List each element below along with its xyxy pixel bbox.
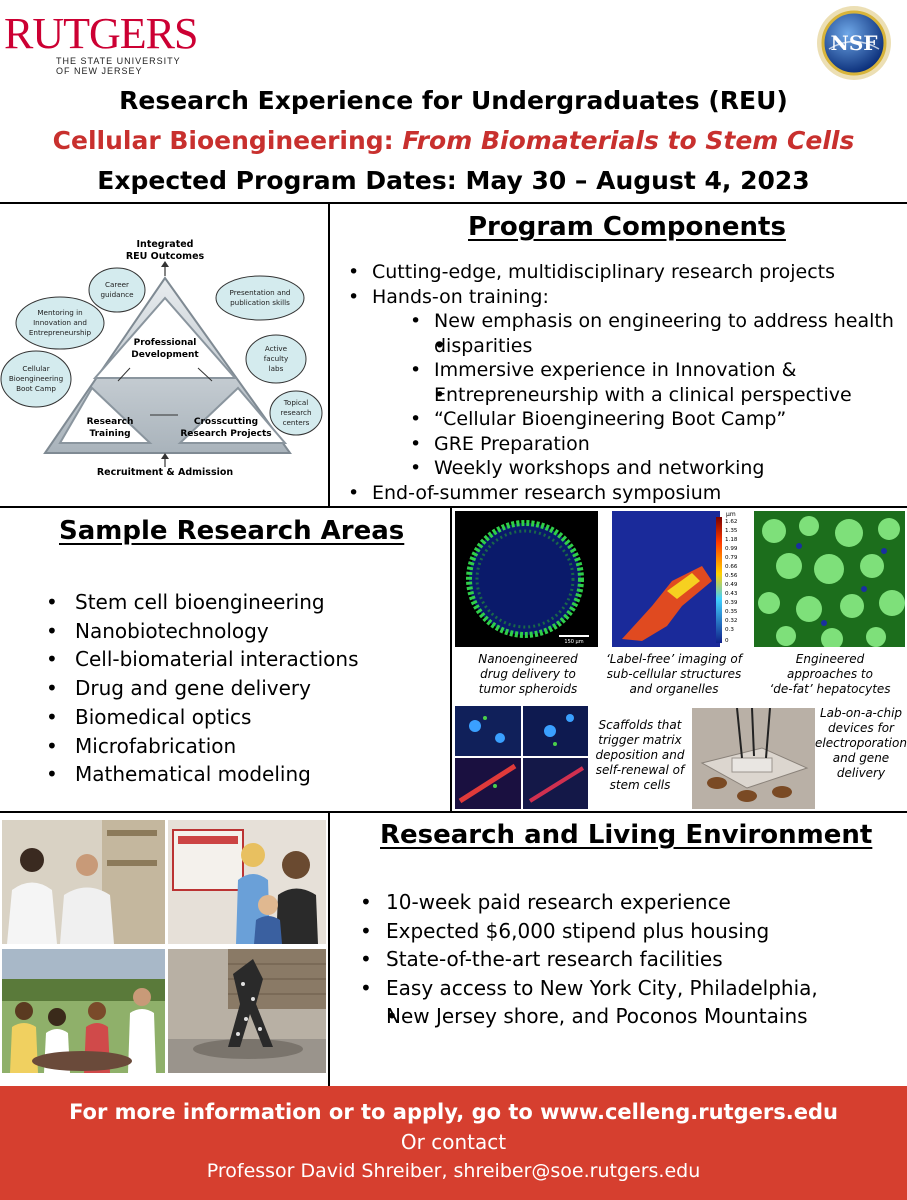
list-item: • New emphasis on engineering to address health bbox=[342, 309, 902, 334]
page-title: Research Experience for Undergraduates (REU) bbox=[119, 86, 788, 115]
poster-presentation-photo bbox=[168, 820, 326, 944]
subtitle-plain: Cellular Bioengineering: bbox=[52, 126, 403, 155]
bubble-faculty-2: faculty bbox=[263, 354, 289, 363]
divider-v1 bbox=[328, 202, 330, 507]
nsf-logo bbox=[815, 4, 893, 82]
campus-sculpture-photo bbox=[168, 949, 326, 1073]
tumor-spheroid-image bbox=[455, 511, 598, 647]
bubble-mentor-2: Innovation and bbox=[33, 318, 87, 327]
reu-outcomes-diagram bbox=[0, 203, 328, 505]
list-item: • Stem cell bioengineering bbox=[40, 588, 440, 617]
program-components-title: Program Components bbox=[468, 212, 786, 242]
svg-text:1.18: 1.18 bbox=[725, 537, 738, 543]
subtitle-italic: From Biomaterials to Stem Cells bbox=[402, 126, 855, 155]
contact-footer bbox=[0, 1086, 907, 1200]
divider-mid2 bbox=[0, 811, 907, 813]
list-item: • Nanobiotechnology bbox=[40, 617, 440, 646]
scaffold-image bbox=[455, 706, 588, 809]
diagram-top-1: Integrated bbox=[136, 239, 194, 250]
svg-text:0.56: 0.56 bbox=[725, 573, 738, 579]
caption-hepatocytes: Engineered approaches to ‘de-fat’ hepatocytes bbox=[769, 652, 891, 696]
diagram-left-2: Training bbox=[89, 429, 131, 439]
svg-text:0.32: 0.32 bbox=[725, 618, 738, 624]
svg-text:1.35: 1.35 bbox=[725, 528, 738, 534]
rutgers-logo-word: RUTGERS bbox=[4, 9, 198, 58]
list-item: • State-of-the-art research facilities bbox=[354, 945, 904, 974]
bubble-mentor-1: Mentoring in bbox=[37, 308, 83, 317]
nsf-logo-text: NSF bbox=[830, 31, 878, 55]
program-components-list bbox=[342, 260, 902, 505]
list-item-cont: • disparities bbox=[342, 334, 902, 359]
diagram-right-2: Research Projects bbox=[180, 429, 272, 439]
bubble-career-1: Career bbox=[104, 280, 130, 289]
bubble-centers-2: research bbox=[280, 408, 312, 417]
list-item: • End-of-summer research symposium bbox=[342, 481, 902, 506]
list-item: • Mathematical modeling bbox=[40, 760, 440, 789]
svg-text:0: 0 bbox=[725, 638, 729, 644]
list-item: • Biomedical optics bbox=[40, 703, 440, 732]
list-item: • Microfabrication bbox=[40, 732, 440, 761]
svg-text:0.43: 0.43 bbox=[725, 591, 738, 597]
list-item: • GRE Preparation bbox=[342, 432, 902, 457]
colorbar-unit: µm bbox=[726, 511, 736, 518]
bubble-career-2: guidance bbox=[100, 290, 134, 299]
diagram-right-1: Crosscutting bbox=[193, 417, 259, 427]
lab-on-chip-image bbox=[692, 708, 815, 809]
svg-text:0.49: 0.49 bbox=[725, 582, 738, 588]
environment-title: Research and Living Environment bbox=[380, 820, 873, 850]
list-item: • Cutting-edge, multidisciplinary research projects bbox=[342, 260, 902, 285]
list-item: • “Cellular Bioengineering Boot Camp” bbox=[342, 407, 902, 432]
list-item: • 10-week paid research experience bbox=[354, 888, 904, 917]
svg-text:0.99: 0.99 bbox=[725, 546, 738, 552]
rutgers-logo-sub-1: THE STATE UNIVERSITY bbox=[56, 56, 181, 66]
diagram-bottom: Recruitment & Admission bbox=[96, 467, 234, 478]
list-item: • Weekly workshops and networking bbox=[342, 456, 902, 481]
caption-spheroids: Nanoengineered drug delivery to tumor spheroids bbox=[478, 652, 578, 696]
sample-areas-title: Sample Research Areas bbox=[59, 516, 405, 546]
rutgers-logo-sub-2: OF NEW JERSEY bbox=[56, 66, 143, 76]
svg-text:0.39: 0.39 bbox=[725, 600, 738, 606]
diagram-center-2: Development bbox=[131, 350, 199, 360]
bubble-centers-3: centers bbox=[282, 418, 310, 427]
list-item: • Easy access to New York City, Philadelphia, bbox=[354, 974, 904, 1003]
diagram-center-1: Professional bbox=[133, 338, 197, 348]
bubble-pres-1: Presentation and bbox=[229, 288, 291, 297]
list-item: • Hands-on training: bbox=[342, 285, 902, 310]
list-item: • Immersive experience in Innovation & bbox=[342, 358, 902, 383]
label-free-imaging bbox=[612, 511, 752, 647]
list-item: • Cell-biomaterial interactions bbox=[40, 645, 440, 674]
list-item-cont: • New Jersey shore, and Poconos Mountains bbox=[354, 1002, 904, 1031]
students-gathering-photo bbox=[2, 949, 165, 1073]
bubble-boot-2: Bioengineering bbox=[8, 374, 64, 383]
list-item: • Expected $6,000 stipend plus housing bbox=[354, 917, 904, 946]
list-item-cont: • Entrepreneurship with a clinical perspective bbox=[342, 383, 902, 408]
diagram-left-1: Research bbox=[86, 417, 134, 427]
apply-link[interactable]: For more information or to apply, go to www.celleng.rutgers.edu bbox=[69, 1100, 838, 1124]
caption-scaffolds: Scaffolds that trigger matrix deposition and self-renewal of stem cells bbox=[595, 718, 685, 792]
bubble-pres-2: publication skills bbox=[230, 298, 290, 307]
bubble-boot-1: Cellular bbox=[22, 364, 50, 373]
hepatocytes-image bbox=[754, 511, 905, 647]
bubble-faculty-3: labs bbox=[268, 364, 284, 373]
svg-text:0.66: 0.66 bbox=[725, 564, 738, 570]
bubble-mentor-3: Entrepreneurship bbox=[28, 328, 92, 337]
bubble-boot-3: Boot Camp bbox=[16, 384, 56, 393]
lab-researchers-photo bbox=[2, 820, 165, 944]
sample-areas-list bbox=[40, 588, 440, 789]
svg-text:0.3: 0.3 bbox=[725, 627, 734, 633]
svg-text:1.62: 1.62 bbox=[725, 519, 738, 525]
bubble-centers-1: Topical bbox=[283, 398, 309, 407]
program-subtitle bbox=[0, 126, 907, 155]
svg-text:0.35: 0.35 bbox=[725, 609, 738, 615]
divider-v3 bbox=[328, 811, 330, 1086]
diagram-top-2: REU Outcomes bbox=[125, 251, 205, 262]
environment-list bbox=[354, 888, 904, 1031]
program-dates: Expected Program Dates: May 30 – August 4, 2023 bbox=[97, 166, 810, 195]
caption-lab-on-chip: Lab-on-a-chip devices for electroporation and gene delivery bbox=[815, 706, 907, 780]
contact-email[interactable]: Professor David Shreiber, shreiber@soe.rutgers.edu bbox=[206, 1160, 701, 1182]
rutgers-logo bbox=[4, 9, 198, 76]
svg-text:0.79: 0.79 bbox=[725, 555, 738, 561]
bubble-faculty-1: Active bbox=[264, 344, 288, 353]
or-contact-text: Or contact bbox=[400, 1130, 507, 1154]
list-item: • Drug and gene delivery bbox=[40, 674, 440, 703]
caption-label-free: ‘Label-free’ imaging of sub-cellular structures and organelles bbox=[605, 652, 742, 696]
scale-bar-label: 150 µm bbox=[564, 639, 584, 645]
divider-mid1 bbox=[0, 506, 907, 508]
